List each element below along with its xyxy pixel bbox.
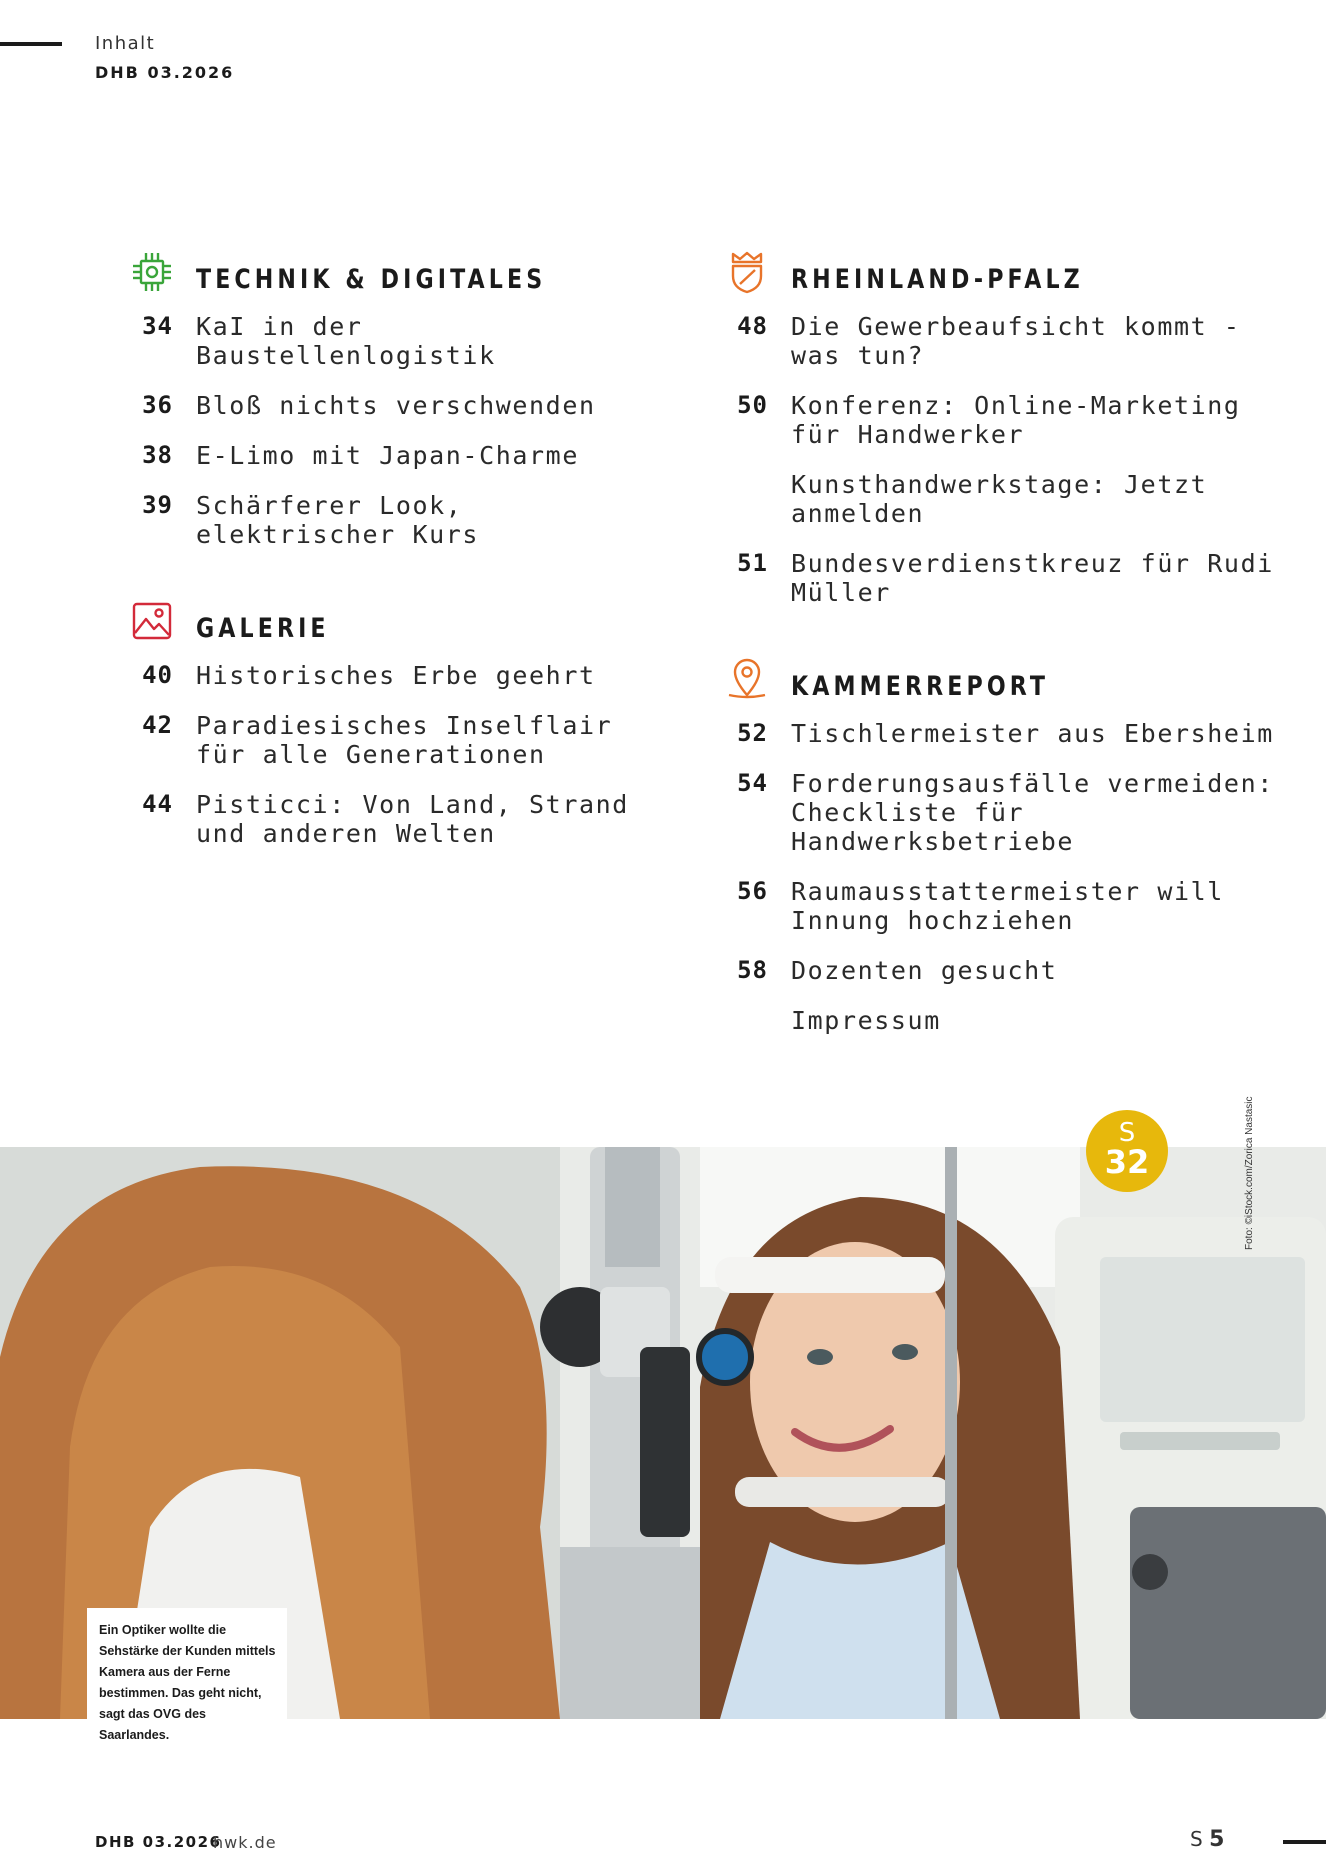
- toc-entry[interactable]: [723, 1006, 1303, 1035]
- page-number: 50: [737, 391, 768, 419]
- circuit-chip-icon: [128, 248, 176, 296]
- section-title: KAMMERREPORT: [791, 670, 1050, 702]
- article-title: Impressum: [791, 1006, 941, 1035]
- page-number: 38: [142, 441, 173, 469]
- badge-page-number: 32: [1104, 1143, 1150, 1181]
- issue-label: DHB 03.2026: [95, 63, 235, 82]
- toc-section-kammerreport: [723, 651, 1303, 1035]
- page-badge[interactable]: [1086, 1110, 1168, 1192]
- page-number: 56: [737, 877, 768, 905]
- toc-left-column: [128, 244, 648, 892]
- article-title: Bloß nichts verschwenden: [196, 391, 596, 420]
- section-header: [128, 244, 648, 300]
- article-title: Tischlermeister aus Ebersheim: [791, 719, 1274, 748]
- toc-entry[interactable]: [723, 769, 1303, 856]
- toc-entry[interactable]: [128, 661, 648, 690]
- toc-right-column: [723, 244, 1303, 1079]
- page-number: 42: [142, 711, 173, 739]
- page-number: 51: [737, 549, 768, 577]
- article-title: Konferenz: Online-Marketing für Handwerker: [791, 391, 1241, 449]
- article-title: Raumausstattermeister will Innung hochziehen: [791, 877, 1224, 935]
- page-number: 44: [142, 790, 173, 818]
- page-number: 52: [737, 719, 768, 747]
- crown-shield-icon: [723, 248, 771, 296]
- page-number: 58: [737, 956, 768, 984]
- section-header: [723, 244, 1303, 300]
- badge-prefix: S: [1118, 1118, 1136, 1148]
- section-title: TECHNIK & DIGITALES: [196, 263, 547, 295]
- footer-rule: [1283, 1840, 1326, 1844]
- page-number-value: 5: [1209, 1827, 1225, 1852]
- article-title: Pisticci: Von Land, Strand und anderen Welten: [196, 790, 629, 848]
- article-title: Historisches Erbe geehrt: [196, 661, 596, 690]
- article-title: Forderungsausfälle vermeiden: Checkliste für Handwerksbetriebe: [791, 769, 1274, 856]
- toc-entry[interactable]: [128, 391, 648, 420]
- article-title: KaI in der Baustellenlogistik: [196, 312, 496, 370]
- toc-entry[interactable]: [128, 790, 648, 848]
- toc-entry[interactable]: [723, 719, 1303, 748]
- toc-entry[interactable]: [723, 391, 1303, 449]
- page-number: 40: [142, 661, 173, 689]
- article-title: Kunsthandwerkstage: Jetzt anmelden: [791, 470, 1208, 528]
- page-number: 36: [142, 391, 173, 419]
- section-title: GALERIE: [196, 612, 330, 644]
- toc-section-galerie: [128, 593, 648, 848]
- map-pin-icon: [723, 655, 771, 703]
- page-number: 48: [737, 312, 768, 340]
- header-rule: [0, 42, 62, 46]
- article-title: Dozenten gesucht: [791, 956, 1058, 985]
- article-title: Paradiesisches Inselflair für alle Generationen: [196, 711, 613, 769]
- footer-issue: DHB 03.2026: [95, 1833, 222, 1851]
- page-number: 34: [142, 312, 173, 340]
- toc-entry[interactable]: [723, 470, 1303, 528]
- section-label: Inhalt: [95, 33, 156, 54]
- toc-entry[interactable]: [723, 956, 1303, 985]
- page-number: 54: [737, 769, 768, 797]
- toc-entry[interactable]: [128, 441, 648, 470]
- toc-section-technik: [128, 244, 648, 549]
- page-number: 39: [142, 491, 173, 519]
- toc-entry[interactable]: [128, 491, 648, 549]
- toc-entry[interactable]: [723, 312, 1303, 370]
- section-header: [128, 593, 648, 649]
- toc-entry[interactable]: [128, 711, 648, 769]
- section-title: RHEINLAND-PFALZ: [791, 263, 1084, 295]
- toc-entry[interactable]: [723, 877, 1303, 935]
- toc-entry[interactable]: [128, 312, 648, 370]
- article-title: Schärferer Look, elektrischer Kurs: [196, 491, 480, 549]
- page-prefix: S: [1190, 1827, 1203, 1851]
- photo-credit: Foto: ©iStock.com/Zorica Nastasic: [1244, 1096, 1255, 1250]
- toc-entry[interactable]: [723, 549, 1303, 607]
- photo-caption: Ein Optiker wollte die Sehstärke der Kunden mittels Kamera aus der Ferne bestimmen. Das geht nicht, sagt das OVG des Saarlandes.: [87, 1608, 287, 1720]
- footer-page-number: [1190, 1827, 1224, 1852]
- section-header: [723, 651, 1303, 707]
- article-title: E-Limo mit Japan-Charme: [196, 441, 579, 470]
- article-title: Bundesverdienstkreuz für Rudi Müller: [791, 549, 1274, 607]
- footer-website[interactable]: hwk.de: [213, 1833, 277, 1852]
- image-gallery-icon: [128, 597, 176, 645]
- article-title: Die Gewerbeaufsicht kommt - was tun?: [791, 312, 1241, 370]
- toc-section-rheinland-pfalz: [723, 244, 1303, 607]
